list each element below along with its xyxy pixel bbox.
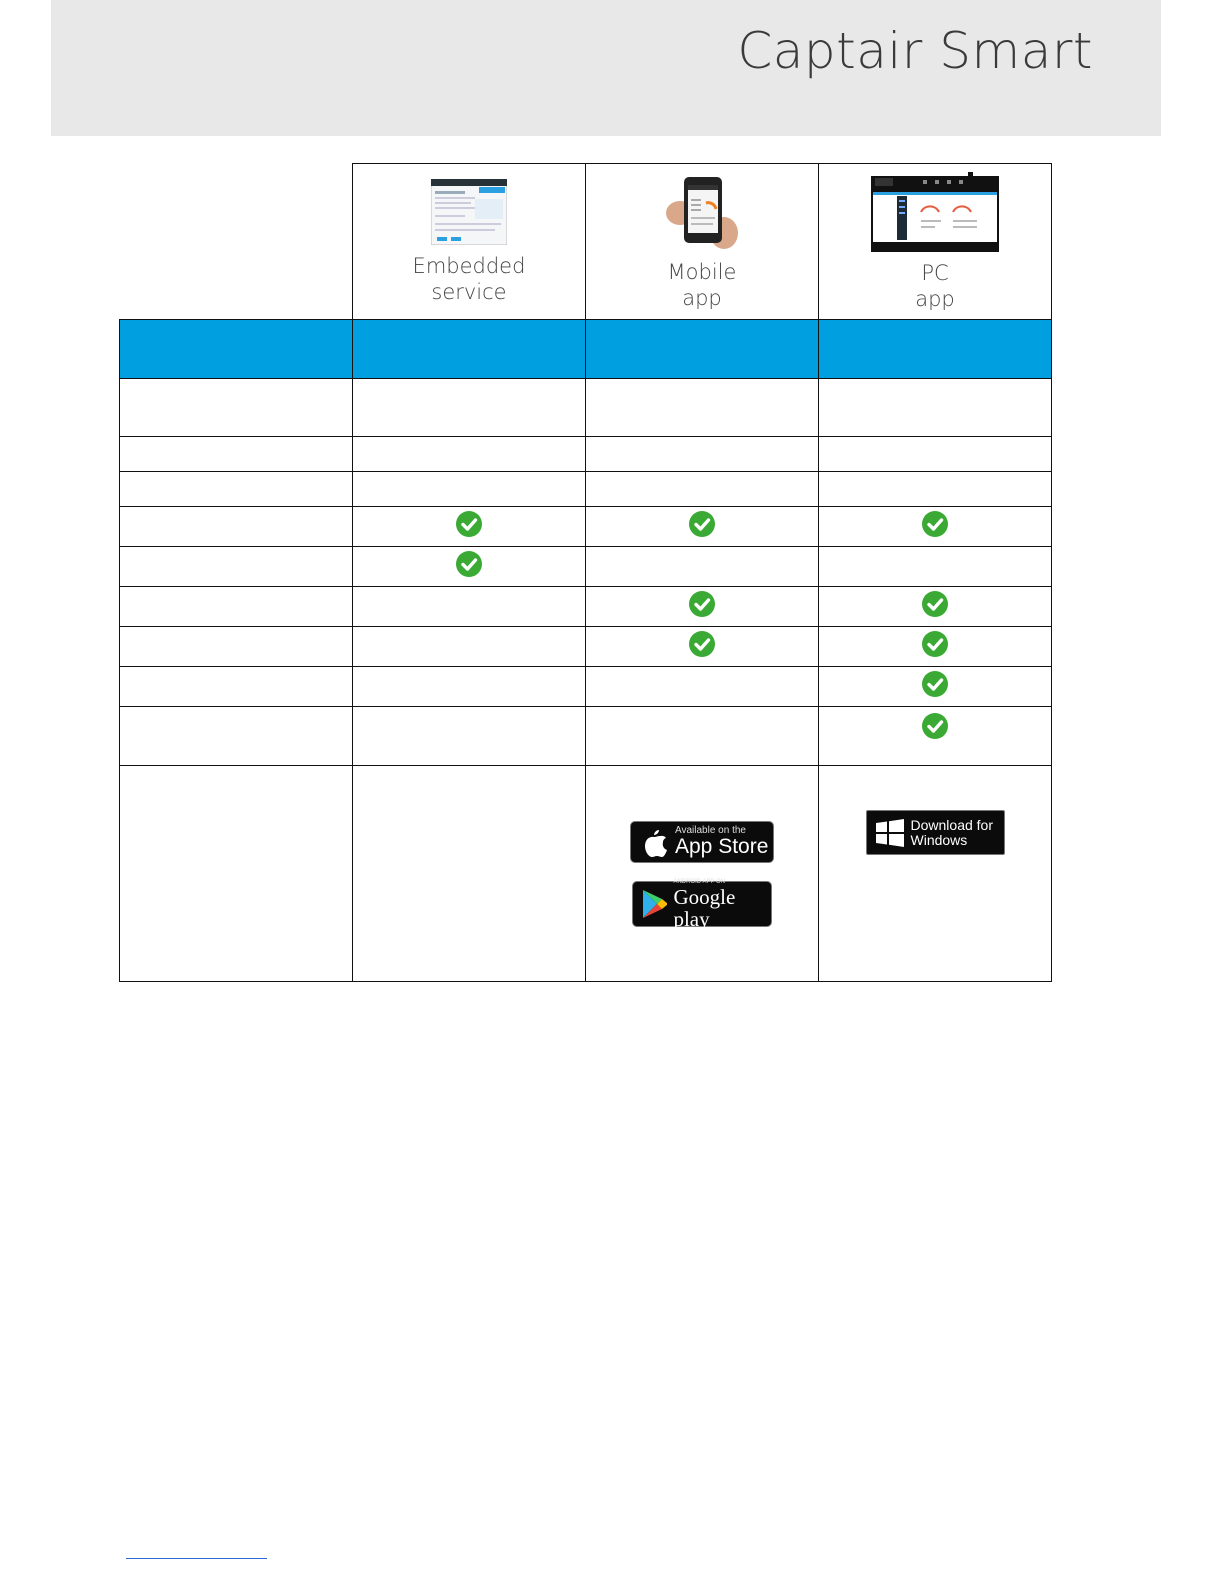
- gplay-small-text: ANDROID APP ON: [673, 878, 726, 885]
- section-cell: [819, 320, 1052, 379]
- header-band: [51, 0, 1161, 136]
- table-cell: [353, 437, 586, 472]
- row-label-cell: [120, 437, 353, 472]
- footnote-link-underline: [126, 1558, 267, 1559]
- column-header-pc: [819, 164, 1052, 320]
- table-row: [120, 472, 1052, 507]
- check-icon: [922, 591, 948, 617]
- table-cell: [353, 379, 586, 437]
- google-play-icon: [641, 888, 667, 920]
- check-icon: [922, 713, 948, 739]
- check-icon: [689, 631, 715, 657]
- label-line-1: PC: [921, 260, 949, 285]
- table-cell: [819, 437, 1052, 472]
- feature-row: [120, 707, 1052, 766]
- downloads-row: [120, 766, 1052, 982]
- comparison-table: [119, 163, 1052, 982]
- gplay-big-text: Google play: [673, 884, 736, 931]
- row-label-cell: [120, 547, 353, 587]
- feature-row: [120, 667, 1052, 707]
- check-cell: [586, 507, 819, 547]
- column-label-mobile: [586, 259, 818, 311]
- mobile-download-cell: [586, 766, 819, 982]
- embedded-screenshot-thumb: [431, 179, 507, 245]
- table-cell: [819, 379, 1052, 437]
- table-header-row: [120, 164, 1052, 320]
- table-cell: [819, 472, 1052, 507]
- check-cell: [353, 587, 586, 627]
- table-row: [120, 379, 1052, 437]
- check-cell: [353, 507, 586, 547]
- check-cell: [819, 587, 1052, 627]
- column-header-mobile: [586, 164, 819, 320]
- label-line-2: app: [915, 286, 955, 311]
- check-icon: [922, 671, 948, 697]
- table-cell: [353, 766, 586, 982]
- windows-line-1: Download for: [910, 816, 993, 833]
- check-cell: [586, 627, 819, 667]
- row-label-cell: [120, 766, 353, 982]
- check-cell: [586, 587, 819, 627]
- column-label-embedded: [353, 253, 585, 305]
- feature-row: [120, 507, 1052, 547]
- label-line-1: Mobile: [667, 259, 737, 284]
- windows-download-badge[interactable]: [866, 810, 1005, 855]
- check-icon: [922, 631, 948, 657]
- feature-row: [120, 587, 1052, 627]
- check-cell: [586, 707, 819, 766]
- row-label-cell: [120, 627, 353, 667]
- check-cell: [353, 667, 586, 707]
- check-icon: [456, 551, 482, 577]
- check-cell: [353, 547, 586, 587]
- phone-photo-thumb: [666, 173, 738, 251]
- check-cell: [353, 707, 586, 766]
- check-icon: [689, 591, 715, 617]
- row-label-cell: [120, 707, 353, 766]
- page-title: Captair Smart: [737, 22, 1093, 80]
- table-cell: [353, 472, 586, 507]
- section-header-row: [120, 320, 1052, 379]
- row-label-cell: [120, 667, 353, 707]
- appstore-small-text: Available on the: [675, 825, 746, 836]
- check-cell: [586, 547, 819, 587]
- table-cell: [586, 379, 819, 437]
- windows-line-2: Windows: [910, 831, 968, 848]
- section-cell: [353, 320, 586, 379]
- pc-download-cell: [819, 766, 1052, 982]
- check-icon: [456, 511, 482, 537]
- table-row: [120, 437, 1052, 472]
- table-cell: [586, 437, 819, 472]
- row-label-cell: [120, 507, 353, 547]
- label-line-2: app: [682, 285, 722, 310]
- label-line-2: service: [431, 279, 507, 304]
- appstore-big-text: App Store: [675, 835, 769, 858]
- pc-dashboard-thumb: [871, 172, 999, 252]
- section-cell: [586, 320, 819, 379]
- apple-icon: [641, 826, 667, 858]
- section-cell: [120, 320, 353, 379]
- column-header-embedded: [353, 164, 586, 320]
- check-cell: [819, 547, 1052, 587]
- check-cell: [819, 667, 1052, 707]
- check-cell: [586, 667, 819, 707]
- feature-row: [120, 627, 1052, 667]
- check-icon: [922, 511, 948, 537]
- google-play-badge[interactable]: [632, 878, 772, 931]
- check-cell: [353, 627, 586, 667]
- feature-row: [120, 547, 1052, 587]
- app-store-badge[interactable]: [630, 821, 774, 863]
- check-cell: [819, 507, 1052, 547]
- table-cell: [586, 472, 819, 507]
- column-label-pc: [819, 260, 1051, 312]
- row-label-cell: [120, 587, 353, 627]
- check-cell: [819, 707, 1052, 766]
- table-corner: [120, 164, 353, 320]
- check-cell: [819, 627, 1052, 667]
- label-line-1: Embedded: [412, 253, 526, 278]
- row-label-cell: [120, 379, 353, 437]
- check-icon: [689, 511, 715, 537]
- row-label-cell: [120, 472, 353, 507]
- windows-logo-icon: [875, 818, 905, 848]
